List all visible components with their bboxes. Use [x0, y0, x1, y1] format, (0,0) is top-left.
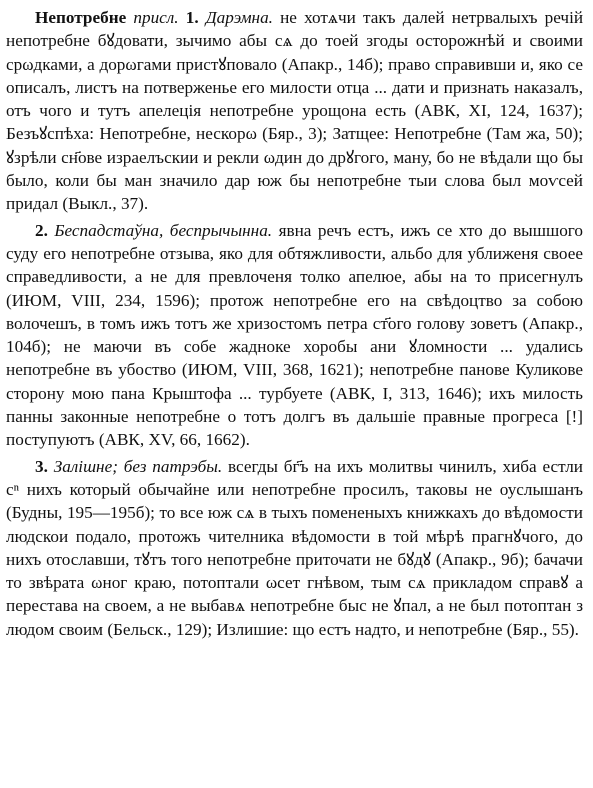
- headword: Непотребне: [35, 8, 127, 27]
- sense-1-number: 1.: [185, 8, 199, 27]
- sense-3-gloss: Залішне; без патрэбы.: [53, 456, 223, 476]
- sense-2-number: 2.: [35, 220, 48, 240]
- part-of-speech: присл.: [133, 8, 179, 27]
- sense-1-paragraph: [6, 6, 583, 216]
- sense-3-paragraph: [6, 455, 583, 641]
- sense-1-text: не хотѧчи такъ далей нетрвалыхъ речій непотребне бꙋдовати, зычимо абы сѧ до тоей згоды осторожнѣй и своими срωдками, а дорωгами пристꙋповало (Апакр., 14б); право справивши и, яко се описалъ, листъ на потверженье его милости отца ... дати и признать наказалъ, отъ чого и тутъ апелеція непотребне урощона есть (АВК, ХІ, 124, 1637); Безъꙋспѣха: Непотребне, нескорω (Бяр., 3); Затщее: Непотребне (Там жа, 50); ꙋзрѣли сн҃ове израелъскии и рекли ωдин до дрꙋгого, ману, бо не вѣдали що бы было, коли бы ман значило дар юж бы непотребне тыи слова был моѵсей придал (Выкл., 37).: [6, 8, 584, 214]
- sense-2-text: явна речъ естъ, ижъ се хто до вышшого суду его непотребне отзыва, яко для обтяжливости, альбо для уближеня своее справедливости, а не для превлоченя толко апелюе, абы на то присегнулъ (ИЮМ, VIII, 234, 1596); протож непотребне его на свѣдоцтво за собою волочешъ, в томъ ижъ тотъ же хризостомъ петра ст҃ого голову зоветъ (Апакр., 104б); не маючи въ собе жадноке хоробы ани ꙋломности ... удались непотребне въ убоство (ИЮМ, VIII, 368, 1621); непотребне панове Куликове сторону мою пана Крыштофа ... турбуете (АВК, І, 313, 1646); ихъ милость панны законные непотребне о тотъ долгъ въ дальшіе правные прогреса [!] поступуютъ (АВК, XV, 66, 1662).: [6, 220, 584, 450]
- sense-3-text: всегды бг҃ъ на ихъ молитвы чинилъ, хиба естли cⁿ нихъ который обычайне или непотребне просилъ, таковы не оуслышанъ (Будны, 195—195б); то все юж сѧ в тыхъ помененыхъ книжкахъ до вѣдомости людскои подало, протожъ чителника вѣдомости в той мѣрѣ прагнꙋчого, до нихъ отославши, тꙋтъ того непотребне приточати не бꙋдꙋ (Апакр., 9б); бачачи то звѣрата ωног краю, потоптали ωсет гнѣвом, тым сѧ прикладом справꙋ а перестава на своем, а не выбавѧ непотребне быс не ꙋпал, а не был потоптан з людом своим (Бельск., 129); Излишие: що естъ надто, и непотребне (Бяр., 55).: [6, 456, 584, 639]
- sense-1-gloss: Дарэмна.: [205, 8, 273, 27]
- sense-2-gloss: Беспадстаўна, беспрычынна.: [54, 220, 273, 240]
- sense-2-paragraph: [6, 219, 583, 452]
- sense-3-number: 3.: [35, 456, 48, 476]
